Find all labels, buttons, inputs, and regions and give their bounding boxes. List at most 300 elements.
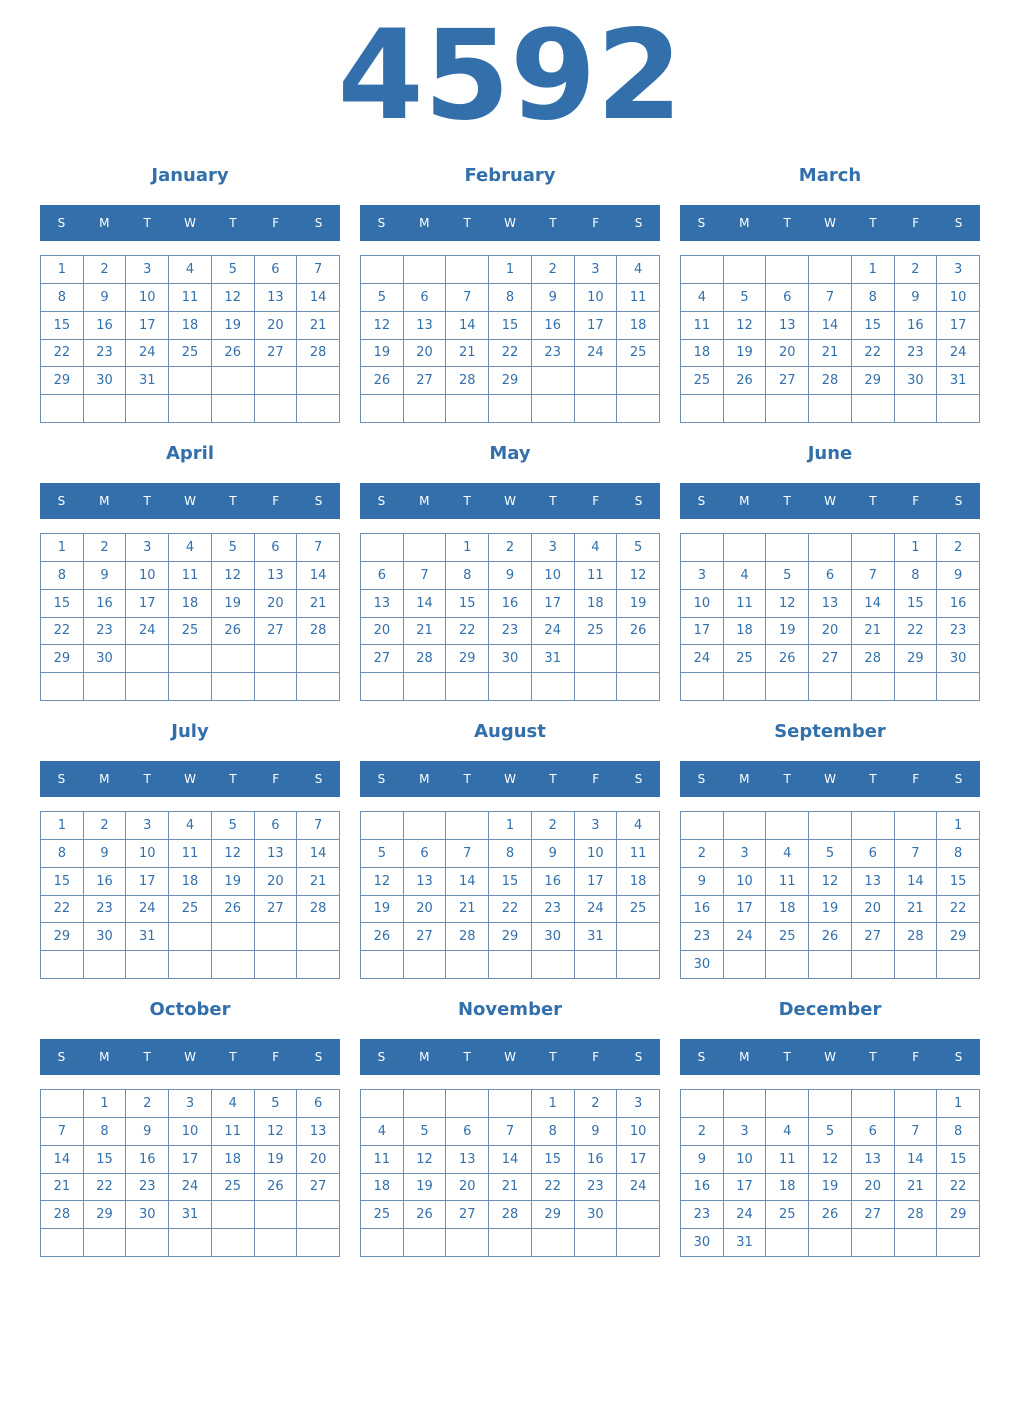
weekday-label: T: [229, 216, 237, 230]
empty-day-cell: [766, 1090, 809, 1118]
day-cell: 26: [212, 896, 255, 924]
day-cell: 30: [937, 645, 980, 673]
day-cell: 18: [169, 868, 212, 896]
day-cell: 19: [212, 312, 255, 340]
day-cell: 13: [852, 1146, 895, 1174]
day-cell: 19: [809, 1174, 852, 1202]
empty-day-cell: [937, 951, 980, 979]
day-grid: [40, 811, 340, 979]
weekday-label: S: [954, 494, 963, 508]
empty-day-cell: [809, 812, 852, 840]
day-cell: 6: [404, 840, 447, 868]
empty-day-cell: [84, 395, 127, 423]
day-cell: 24: [681, 645, 724, 673]
weekday-label: S: [697, 216, 706, 230]
weekday-label: W: [824, 772, 836, 786]
empty-day-cell: [724, 256, 767, 284]
empty-day-cell: [532, 367, 575, 395]
day-cell: 12: [361, 868, 404, 896]
day-cell: 20: [361, 618, 404, 646]
weekday-label: M: [99, 216, 110, 230]
day-grid: [40, 255, 340, 423]
empty-day-cell: [297, 1201, 340, 1229]
empty-day-cell: [489, 395, 532, 423]
weekday-label: F: [912, 216, 920, 230]
weekday-header: [680, 1039, 980, 1075]
weekday-label: M: [99, 772, 110, 786]
weekday-label: F: [592, 216, 600, 230]
weekday-label: S: [377, 772, 386, 786]
day-cell: 14: [297, 840, 340, 868]
empty-day-cell: [297, 645, 340, 673]
day-grid: [360, 811, 660, 979]
day-cell: 12: [212, 284, 255, 312]
weekday-label: W: [504, 494, 516, 508]
weekday-label: S: [954, 1050, 963, 1064]
day-cell: 9: [532, 284, 575, 312]
day-cell: 29: [84, 1201, 127, 1229]
empty-day-cell: [255, 1201, 298, 1229]
day-cell: 20: [255, 312, 298, 340]
empty-day-cell: [255, 645, 298, 673]
empty-day-cell: [724, 395, 767, 423]
weekday-label: M: [99, 494, 110, 508]
empty-day-cell: [84, 673, 127, 701]
month-january: [40, 164, 340, 426]
day-cell: 17: [937, 312, 980, 340]
weekday-label: S: [697, 772, 706, 786]
day-cell: 15: [937, 868, 980, 896]
day-cell: 6: [361, 562, 404, 590]
empty-day-cell: [361, 395, 404, 423]
day-cell: 10: [169, 1118, 212, 1146]
day-cell: 11: [617, 840, 660, 868]
day-cell: 4: [617, 812, 660, 840]
weekday-label: T: [229, 494, 237, 508]
day-cell: 7: [809, 284, 852, 312]
day-cell: 28: [297, 896, 340, 924]
empty-day-cell: [937, 673, 980, 701]
day-cell: 28: [895, 923, 938, 951]
month-name: August: [474, 721, 546, 742]
empty-day-cell: [724, 534, 767, 562]
month-name: December: [778, 999, 882, 1020]
empty-day-cell: [766, 1229, 809, 1257]
empty-day-cell: [404, 951, 447, 979]
month-name: November: [457, 999, 563, 1020]
empty-day-cell: [404, 812, 447, 840]
day-cell: 21: [446, 896, 489, 924]
day-cell: 22: [84, 1174, 127, 1202]
day-cell: 1: [852, 256, 895, 284]
day-cell: 3: [617, 1090, 660, 1118]
day-cell: 23: [532, 896, 575, 924]
day-cell: 26: [809, 923, 852, 951]
day-cell: 26: [617, 618, 660, 646]
day-cell: 27: [404, 367, 447, 395]
day-cell: 24: [575, 340, 618, 368]
day-cell: 7: [446, 840, 489, 868]
weekday-label: S: [314, 1050, 323, 1064]
day-cell: 28: [895, 1201, 938, 1229]
weekday-label: T: [869, 772, 877, 786]
day-cell: 14: [41, 1146, 84, 1174]
empty-day-cell: [575, 951, 618, 979]
day-cell: 8: [852, 284, 895, 312]
day-cell: 8: [84, 1118, 127, 1146]
day-cell: 20: [404, 340, 447, 368]
day-cell: 13: [766, 312, 809, 340]
day-cell: 1: [446, 534, 489, 562]
day-cell: 21: [895, 1174, 938, 1202]
day-cell: 31: [724, 1229, 767, 1257]
empty-day-cell: [297, 673, 340, 701]
day-cell: 13: [255, 284, 298, 312]
empty-day-cell: [575, 645, 618, 673]
day-cell: 24: [575, 896, 618, 924]
day-cell: 11: [575, 562, 618, 590]
empty-day-cell: [212, 1229, 255, 1257]
day-grid: [360, 1089, 660, 1257]
day-cell: 2: [126, 1090, 169, 1118]
day-cell: 18: [766, 1174, 809, 1202]
weekday-label: T: [783, 494, 791, 508]
empty-day-cell: [212, 395, 255, 423]
month-name: September: [774, 721, 886, 742]
day-cell: 25: [724, 645, 767, 673]
day-cell: 27: [852, 1201, 895, 1229]
weekday-label: T: [869, 216, 877, 230]
day-cell: 12: [766, 590, 809, 618]
day-cell: 9: [681, 1146, 724, 1174]
weekday-label: F: [272, 494, 280, 508]
day-cell: 25: [766, 1201, 809, 1229]
empty-day-cell: [489, 1090, 532, 1118]
day-cell: 17: [724, 896, 767, 924]
day-cell: 25: [766, 923, 809, 951]
day-cell: 24: [126, 340, 169, 368]
day-cell: 10: [126, 840, 169, 868]
day-cell: 24: [617, 1174, 660, 1202]
day-cell: 29: [532, 1201, 575, 1229]
weekday-label: T: [869, 494, 877, 508]
day-cell: 25: [212, 1174, 255, 1202]
day-cell: 11: [361, 1146, 404, 1174]
day-cell: 30: [84, 645, 127, 673]
day-cell: 7: [489, 1118, 532, 1146]
weekday-label: W: [184, 772, 196, 786]
weekday-label: M: [99, 1050, 110, 1064]
day-cell: 5: [809, 840, 852, 868]
empty-day-cell: [361, 673, 404, 701]
empty-day-cell: [617, 951, 660, 979]
day-cell: 7: [297, 812, 340, 840]
day-cell: 20: [255, 868, 298, 896]
day-cell: 7: [895, 1118, 938, 1146]
day-cell: 15: [41, 312, 84, 340]
empty-day-cell: [681, 256, 724, 284]
day-cell: 28: [852, 645, 895, 673]
day-cell: 14: [446, 868, 489, 896]
empty-day-cell: [126, 951, 169, 979]
day-cell: 30: [575, 1201, 618, 1229]
day-grid: [360, 533, 660, 701]
empty-day-cell: [446, 951, 489, 979]
day-cell: 24: [126, 896, 169, 924]
weekday-label: M: [419, 494, 430, 508]
weekday-header: [40, 761, 340, 797]
day-cell: 6: [809, 562, 852, 590]
weekday-header: [360, 1039, 660, 1075]
empty-day-cell: [361, 256, 404, 284]
month-name: October: [149, 999, 231, 1020]
weekday-label: T: [143, 1050, 151, 1064]
day-cell: 1: [937, 1090, 980, 1118]
day-cell: 24: [937, 340, 980, 368]
month-december: [680, 998, 980, 1260]
day-cell: 25: [361, 1201, 404, 1229]
empty-day-cell: [212, 367, 255, 395]
day-cell: 9: [937, 562, 980, 590]
empty-day-cell: [446, 256, 489, 284]
day-cell: 30: [84, 367, 127, 395]
month-name: January: [151, 165, 229, 186]
day-cell: 13: [404, 868, 447, 896]
day-cell: 9: [84, 562, 127, 590]
empty-day-cell: [404, 1229, 447, 1257]
day-cell: 25: [617, 896, 660, 924]
weekday-label: S: [57, 772, 66, 786]
day-cell: 5: [809, 1118, 852, 1146]
day-cell: 25: [575, 618, 618, 646]
weekday-label: M: [739, 1050, 750, 1064]
month-march: [680, 164, 980, 426]
day-cell: 24: [169, 1174, 212, 1202]
day-cell: 10: [575, 840, 618, 868]
empty-day-cell: [212, 673, 255, 701]
empty-day-cell: [255, 673, 298, 701]
month-name: June: [807, 443, 853, 464]
day-cell: 2: [532, 812, 575, 840]
empty-day-cell: [41, 951, 84, 979]
day-cell: 1: [895, 534, 938, 562]
empty-day-cell: [724, 951, 767, 979]
weekday-header: [40, 483, 340, 519]
day-cell: 29: [937, 923, 980, 951]
empty-day-cell: [895, 1090, 938, 1118]
day-cell: 6: [297, 1090, 340, 1118]
weekday-label: W: [504, 216, 516, 230]
empty-day-cell: [681, 534, 724, 562]
empty-day-cell: [297, 367, 340, 395]
day-cell: 29: [852, 367, 895, 395]
day-cell: 16: [681, 1174, 724, 1202]
empty-day-cell: [766, 951, 809, 979]
empty-day-cell: [617, 367, 660, 395]
day-cell: 21: [895, 896, 938, 924]
day-cell: 21: [297, 312, 340, 340]
day-cell: 21: [446, 340, 489, 368]
day-cell: 31: [169, 1201, 212, 1229]
day-cell: 9: [681, 868, 724, 896]
empty-day-cell: [361, 534, 404, 562]
day-cell: 8: [937, 840, 980, 868]
weekday-label: T: [229, 1050, 237, 1064]
day-cell: 9: [489, 562, 532, 590]
day-cell: 3: [126, 534, 169, 562]
day-cell: 18: [617, 868, 660, 896]
day-cell: 22: [41, 340, 84, 368]
day-cell: 26: [212, 340, 255, 368]
empty-day-cell: [446, 1090, 489, 1118]
day-cell: 7: [297, 534, 340, 562]
month-name: May: [489, 443, 531, 464]
empty-day-cell: [255, 367, 298, 395]
day-cell: 23: [84, 618, 127, 646]
day-cell: 22: [41, 618, 84, 646]
day-cell: 2: [84, 812, 127, 840]
weekday-label: T: [143, 216, 151, 230]
empty-day-cell: [212, 923, 255, 951]
empty-day-cell: [84, 951, 127, 979]
day-cell: 3: [532, 534, 575, 562]
day-cell: 17: [126, 590, 169, 618]
day-cell: 16: [895, 312, 938, 340]
month-july: [40, 720, 340, 982]
day-cell: 7: [895, 840, 938, 868]
day-cell: 22: [41, 896, 84, 924]
empty-day-cell: [489, 1229, 532, 1257]
empty-day-cell: [766, 256, 809, 284]
day-cell: 9: [895, 284, 938, 312]
day-cell: 10: [937, 284, 980, 312]
day-cell: 14: [489, 1146, 532, 1174]
weekday-label: T: [783, 772, 791, 786]
day-cell: 23: [895, 340, 938, 368]
day-cell: 1: [532, 1090, 575, 1118]
weekday-header: [40, 1039, 340, 1075]
day-cell: 16: [937, 590, 980, 618]
day-cell: 16: [489, 590, 532, 618]
weekday-label: S: [314, 216, 323, 230]
day-cell: 22: [852, 340, 895, 368]
day-cell: 24: [532, 618, 575, 646]
empty-day-cell: [937, 395, 980, 423]
day-cell: 15: [532, 1146, 575, 1174]
day-cell: 18: [617, 312, 660, 340]
day-cell: 20: [404, 896, 447, 924]
day-cell: 11: [169, 840, 212, 868]
day-cell: 8: [489, 284, 532, 312]
day-cell: 12: [212, 840, 255, 868]
day-cell: 19: [809, 896, 852, 924]
weekday-label: T: [549, 216, 557, 230]
empty-day-cell: [41, 1229, 84, 1257]
day-cell: 8: [41, 840, 84, 868]
day-cell: 23: [937, 618, 980, 646]
day-cell: 3: [937, 256, 980, 284]
day-cell: 26: [404, 1201, 447, 1229]
weekday-label: F: [912, 494, 920, 508]
day-cell: 23: [84, 340, 127, 368]
empty-day-cell: [617, 1229, 660, 1257]
day-cell: 17: [681, 618, 724, 646]
day-cell: 2: [489, 534, 532, 562]
weekday-label: M: [739, 772, 750, 786]
day-cell: 10: [724, 1146, 767, 1174]
empty-day-cell: [126, 1229, 169, 1257]
day-cell: 14: [895, 868, 938, 896]
weekday-label: S: [57, 494, 66, 508]
empty-day-cell: [126, 645, 169, 673]
weekday-label: T: [783, 216, 791, 230]
weekday-label: S: [634, 772, 643, 786]
day-cell: 9: [126, 1118, 169, 1146]
day-cell: 1: [937, 812, 980, 840]
day-cell: 29: [937, 1201, 980, 1229]
weekday-header: [360, 761, 660, 797]
empty-day-cell: [895, 812, 938, 840]
day-cell: 15: [852, 312, 895, 340]
day-cell: 27: [255, 340, 298, 368]
day-cell: 16: [575, 1146, 618, 1174]
day-cell: 26: [809, 1201, 852, 1229]
day-cell: 6: [255, 534, 298, 562]
weekday-label: T: [869, 1050, 877, 1064]
day-cell: 10: [532, 562, 575, 590]
day-grid: [680, 255, 980, 423]
weekday-label: F: [592, 494, 600, 508]
day-cell: 2: [84, 256, 127, 284]
day-cell: 21: [489, 1174, 532, 1202]
day-cell: 24: [724, 1201, 767, 1229]
day-cell: 28: [41, 1201, 84, 1229]
day-cell: 4: [575, 534, 618, 562]
day-cell: 4: [766, 840, 809, 868]
day-cell: 29: [489, 367, 532, 395]
weekday-label: T: [463, 494, 471, 508]
day-grid: [360, 255, 660, 423]
weekday-label: T: [549, 494, 557, 508]
day-cell: 22: [895, 618, 938, 646]
empty-day-cell: [255, 951, 298, 979]
day-cell: 14: [297, 284, 340, 312]
day-cell: 5: [361, 284, 404, 312]
day-cell: 26: [255, 1174, 298, 1202]
day-cell: 23: [489, 618, 532, 646]
day-cell: 20: [809, 618, 852, 646]
empty-day-cell: [297, 951, 340, 979]
empty-day-cell: [575, 367, 618, 395]
weekday-label: T: [143, 494, 151, 508]
weekday-label: F: [592, 772, 600, 786]
day-cell: 12: [724, 312, 767, 340]
day-cell: 5: [212, 256, 255, 284]
day-cell: 15: [41, 590, 84, 618]
empty-day-cell: [169, 673, 212, 701]
day-cell: 25: [681, 367, 724, 395]
day-cell: 7: [404, 562, 447, 590]
weekday-label: W: [824, 216, 836, 230]
weekday-label: S: [314, 494, 323, 508]
day-cell: 13: [404, 312, 447, 340]
day-cell: 11: [169, 562, 212, 590]
day-cell: 3: [575, 812, 618, 840]
empty-day-cell: [169, 951, 212, 979]
weekday-label: T: [549, 772, 557, 786]
day-cell: 27: [809, 645, 852, 673]
empty-day-cell: [852, 395, 895, 423]
